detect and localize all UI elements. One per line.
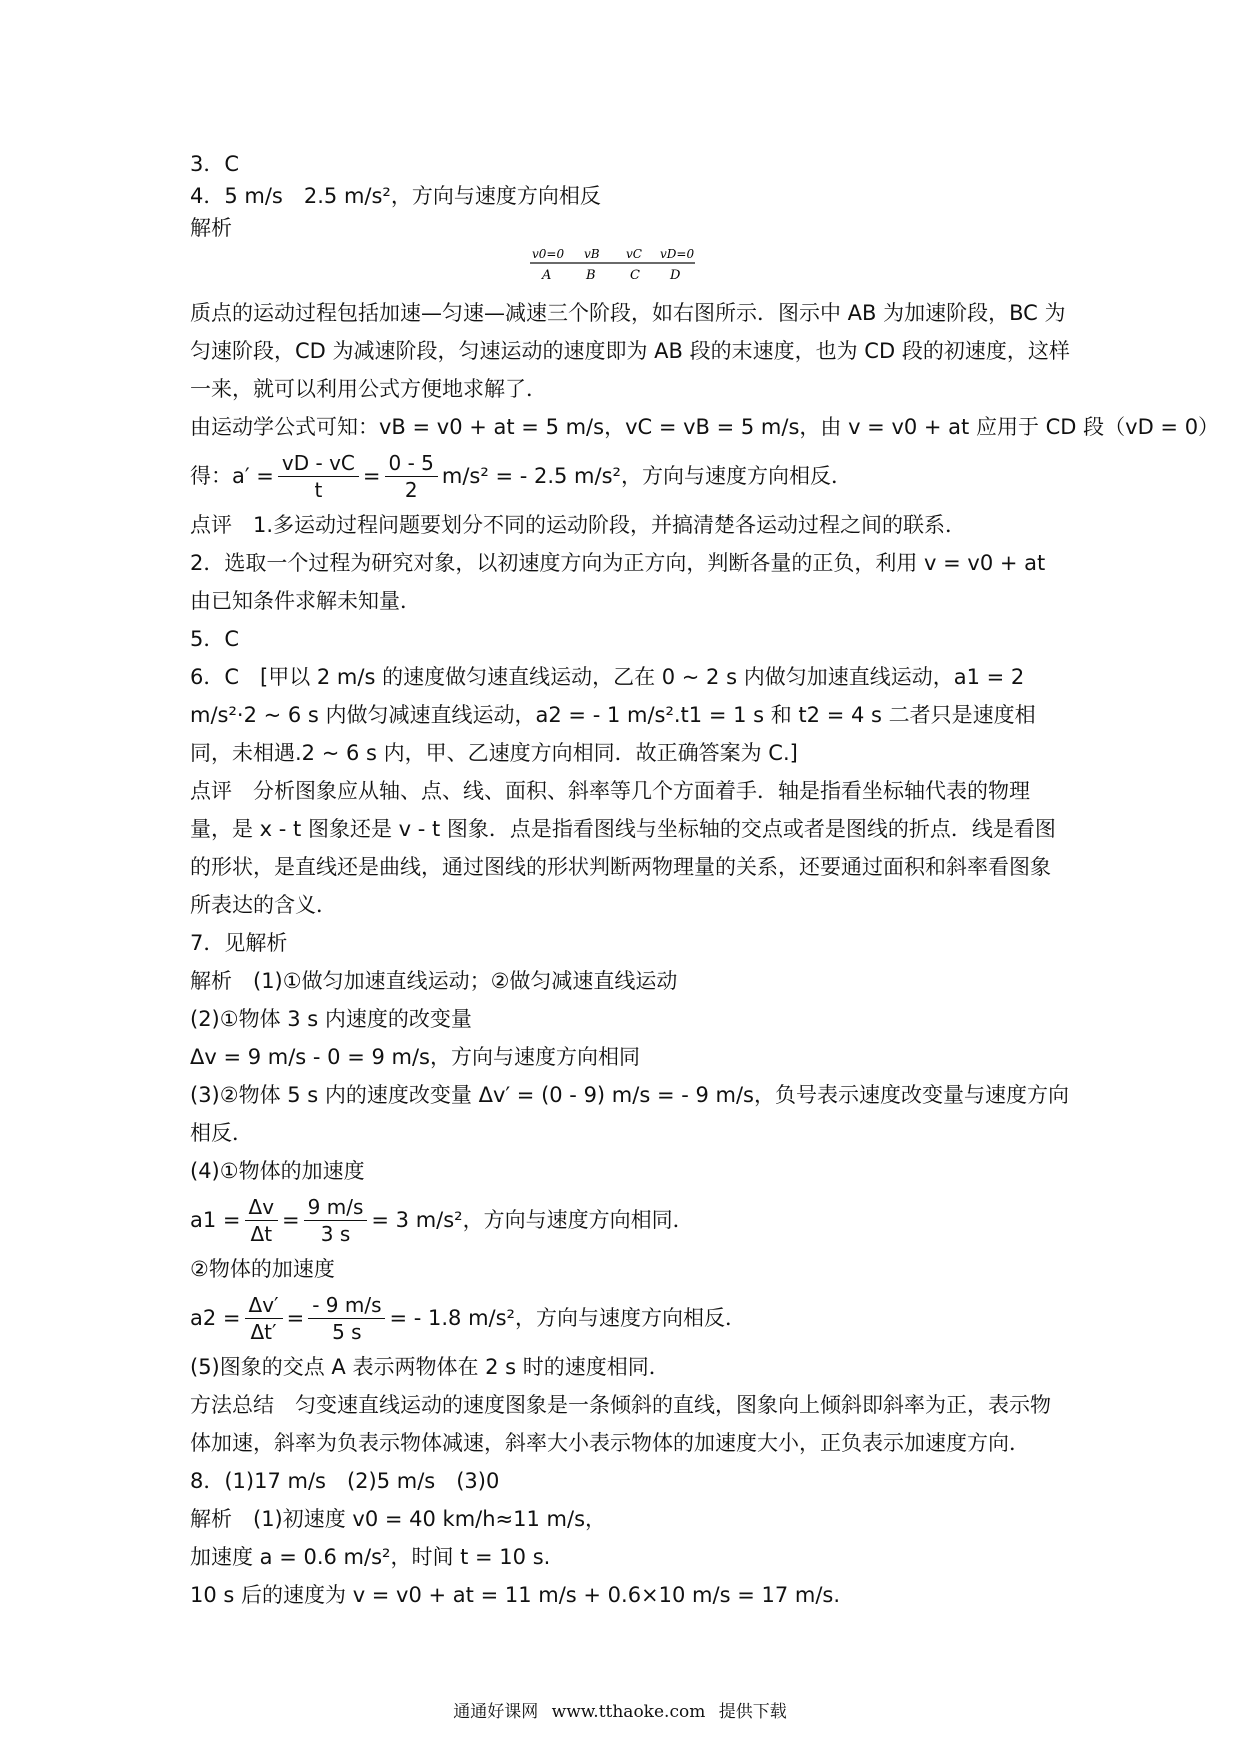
analysis-7-4: (4)①物体的加速度	[190, 1159, 365, 1183]
point-D: D	[670, 268, 681, 283]
comment-2: 点评 分析图象应从轴、点、线、面积、斜率等几个方面着手．轴是指看坐标轴代表的物理量，是 x - t 图象还是 v - t 图象．点是指看图线与坐标轴的交点或者是图线的折点．线是看图的形状，是直线还是曲线，通过图线的形状判断两物理量的关系，还要通过面积和斜率看图象所表达的含义．	[190, 779, 1056, 917]
point-C: C	[630, 268, 640, 283]
analysis-7-1: 解析 (1)①做匀加速直线运动；②做匀减速直线运动	[190, 969, 678, 993]
label-v0: v0=0	[532, 247, 565, 261]
label-vD: vD=0	[660, 247, 695, 261]
analysis-7-4b: ②物体的加速度	[190, 1257, 335, 1281]
comment-1: 点评 1.多运动过程问题要划分不同的运动阶段，并搞清楚各运动过程之间的联系．	[190, 513, 967, 537]
eq2-frac-2	[304, 1194, 368, 1247]
eq3-frac-2	[308, 1292, 385, 1345]
method-summary: 方法总结 匀变速直线运动的速度图象是一条倾斜的直线，图象向上倾斜即斜率为正，表示物体加速，斜率为负表示物体减速，斜率大小表示物体的加速度大小，正负表示加速度方向．	[190, 1393, 1051, 1455]
eq2-frac-1	[245, 1194, 279, 1247]
footer-site: 通通好课网	[453, 1702, 539, 1722]
eq2-post: = 3 m/s²，方向与速度方向相同．	[371, 1208, 694, 1232]
label-vB: vB	[584, 247, 600, 261]
analysis-7-3: (3)②物体 5 s 内的速度改变量 Δv′ = (0 - 9) m/s = - 9 m/s，负号表示速度改变量与速度方向相反．	[190, 1083, 1069, 1145]
eq2-pre: a1 =	[190, 1208, 241, 1232]
eq3-post: = - 1.8 m/s²，方向与速度方向相反．	[389, 1306, 746, 1330]
eq2-frac-1-den: Δt	[250, 1221, 273, 1246]
answer-7: 7．见解析	[190, 931, 288, 955]
answer-6: 6．C [甲以 2 m/s 的速度做匀速直线运动，乙在 0 ~ 2 s 内做匀加速直线运动，a1 = 2 m/s²·2 ~ 6 s 内做匀减速直线运动，a2 = - 1 m/s².t1 = 1 s 和 t2 = 4 s 二者只是速度相同，未相遇.2 ~ 6 s 内，甲、乙速度方向相同．故正确答案为 C.]	[190, 665, 1036, 765]
equation-1	[190, 446, 1070, 506]
analysis-7-2b: Δv = 9 m/s - 0 = 9 m/s，方向与速度方向相同	[190, 1045, 640, 1069]
eq3-pre: a2 =	[190, 1306, 241, 1330]
document-body	[190, 148, 1220, 1614]
equation-3	[190, 1288, 1070, 1348]
analysis-8-3: 10 s 后的速度为 v = v0 + at = 11 m/s + 0.6×10 m/s = 17 m/s.	[190, 1583, 841, 1607]
eq1-frac-2-num: 0 - 5	[385, 450, 438, 477]
eq2-frac-2-den: 3 s	[320, 1221, 351, 1246]
eq1-frac-1	[278, 450, 359, 503]
eq1-pre: 得：a′ =	[190, 464, 274, 488]
eq3-frac-2-num: - 9 m/s	[308, 1292, 385, 1319]
answer-5: 5．C	[190, 627, 240, 651]
analysis-heading: 解析	[190, 216, 232, 240]
label-vC: vC	[626, 247, 642, 261]
paragraph-1: 质点的运动过程包括加速—匀速—减速三个阶段，如右图所示．图示中 AB 为加速阶段，BC 为匀速阶段，CD 为减速阶段，匀速运动的速度即为 AB 段的末速度，也为 CD 段的初速度，这样一来，就可以利用公式方便地求解了．	[190, 301, 1070, 401]
footer-note: 提供下载	[718, 1702, 787, 1722]
motion-diagram	[190, 246, 1070, 288]
point-B: B	[586, 268, 596, 283]
analysis-7-2: (2)①物体 3 s 内速度的改变量	[190, 1007, 472, 1031]
eq2-frac-2-num: 9 m/s	[304, 1194, 368, 1221]
eq2-frac-1-num: Δv	[245, 1194, 279, 1221]
paragraph-2: 2．选取一个过程为研究对象，以初速度方向为正方向，判断各量的正负，利用 v = v0 + at 由已知条件求解未知量．	[190, 551, 1046, 613]
answer-3: 3．C	[190, 152, 240, 176]
answer-4: 4．5 m/s 2.5 m/s²，方向与速度方向相反	[190, 184, 601, 208]
analysis-7-5: (5)图象的交点 A 表示两物体在 2 s 时的速度相同．	[190, 1355, 670, 1379]
eq1-frac-1-den: t	[314, 477, 323, 502]
eq1-frac-2-den: 2	[404, 477, 418, 502]
eq1-frac-1-num: vD - vC	[278, 450, 359, 477]
eq3-frac-1-num: Δv′	[245, 1292, 283, 1319]
eq2-equals: =	[282, 1208, 300, 1232]
eq1-post: m/s² = - 2.5 m/s²，方向与速度方向相反．	[441, 464, 852, 488]
equation-2	[190, 1190, 1070, 1250]
eq1-frac-2	[385, 450, 438, 503]
analysis-8-2: 加速度 a = 0.6 m/s²，时间 t = 10 s.	[190, 1545, 551, 1569]
eq1-equals: =	[362, 464, 381, 488]
point-A: A	[542, 268, 552, 283]
page-footer	[0, 1697, 1240, 1722]
eq3-equals: =	[286, 1306, 305, 1330]
eq3-frac-2-den: 5 s	[332, 1319, 362, 1344]
analysis-8-1: 解析 (1)初速度 v0 = 40 km/h≈11 m/s，	[190, 1507, 607, 1531]
answer-8: 8．(1)17 m/s (2)5 m/s (3)0	[190, 1469, 500, 1493]
footer-url[interactable]: www.tthaoke.com	[551, 1702, 706, 1722]
eq3-frac-1-den: Δt′	[250, 1319, 277, 1344]
formula-line: 由运动学公式可知：vB = v0 + at = 5 m/s，vC = vB = 5 m/s，由 v = v0 + at 应用于 CD 段（vD = 0）	[190, 415, 1220, 439]
eq3-frac-1	[245, 1292, 283, 1345]
